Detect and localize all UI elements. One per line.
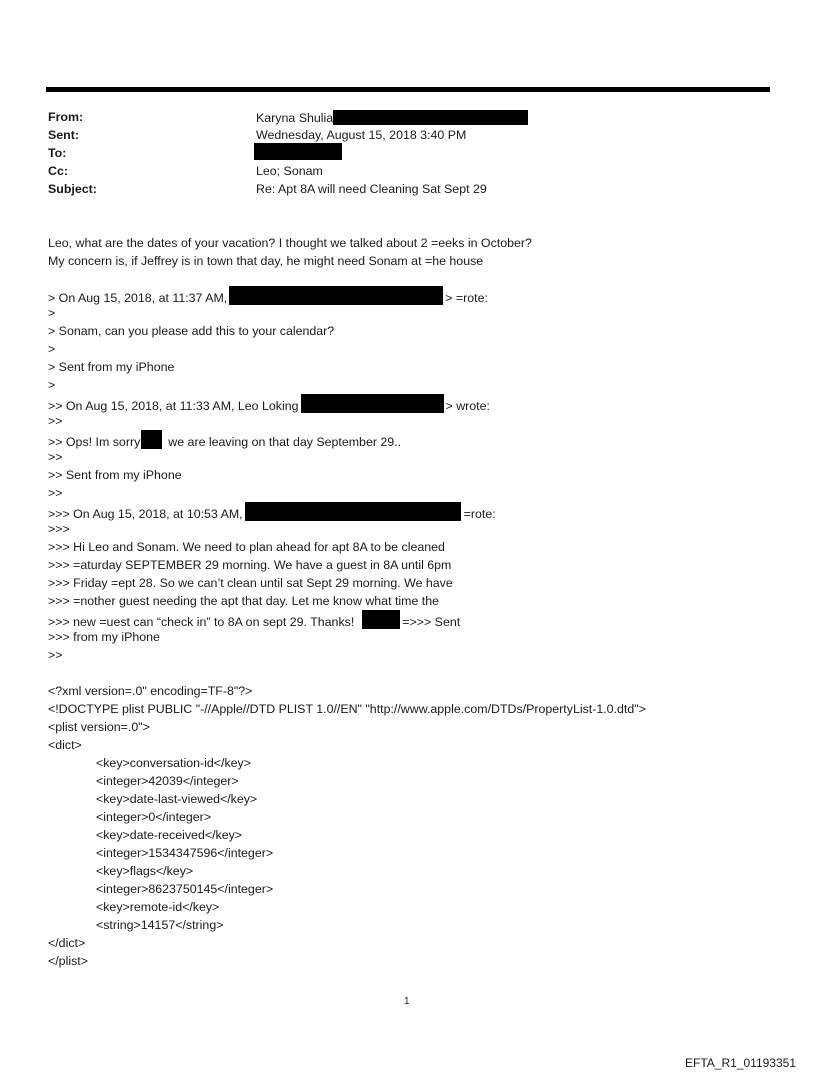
quote-line: >: [48, 342, 56, 356]
quote-line: >>>: [48, 522, 70, 536]
quote-text: > wrote:: [445, 399, 490, 413]
quote-line: >>> from my iPhone: [48, 630, 160, 644]
cc-label: Cc:: [48, 164, 68, 178]
redaction-bar: [362, 610, 400, 629]
quote-text: >>> new =uest can “check in” to 8A on sept 29. Thanks!: [48, 615, 355, 629]
body-line: Leo, what are the dates of your vacation? I thought we talked about 2 =eeks in October?: [48, 236, 532, 250]
document-id: EFTA_R1_01193351: [685, 1056, 796, 1070]
redaction-bar: [301, 394, 444, 413]
plist-line: </plist>: [48, 954, 88, 968]
cc-value: Leo; Sonam: [256, 164, 323, 178]
quote-line: >>: [48, 648, 63, 662]
quote-line: >>: [48, 486, 63, 500]
plist-line: <integer>42039</integer>: [96, 774, 239, 788]
plist-line: <dict>: [48, 738, 82, 752]
quote-line: >: [48, 306, 56, 320]
quote-text: > =rote:: [445, 291, 488, 305]
redaction-bar: [229, 286, 443, 305]
quote-line: [48, 394, 490, 415]
body-line: My concern is, if Jeffrey is in town that day, he might need Sonam at =he house: [48, 254, 484, 268]
quote-line: > Sonam, can you please add this to your calendar?: [48, 324, 335, 338]
quote-text: =>>> Sent: [402, 615, 461, 629]
to-redaction-bar: [254, 143, 342, 160]
plist-line: </dict>: [48, 936, 86, 950]
quote-line: >>> Friday =ept 28. So we can’t clean until sat Sept 29 morning. We have: [48, 576, 453, 590]
plist-line: <integer>8623750145</integer>: [96, 882, 274, 896]
quote-line: >>: [48, 414, 63, 428]
subject-value: Re: Apt 8A will need Cleaning Sat Sept 29: [256, 182, 487, 196]
redaction-bar: [333, 110, 528, 125]
plist-line: <key>date-last-viewed</key>: [96, 792, 258, 806]
plist-line: <key>date-received</key>: [96, 828, 243, 842]
plist-line: <integer>0</integer>: [96, 810, 212, 824]
from-value: [256, 110, 528, 125]
subject-label: Subject:: [48, 182, 97, 196]
quote-line: [48, 430, 401, 451]
redaction-bar: [245, 502, 461, 521]
plist-line: <integer>1534347596</integer>: [96, 846, 274, 860]
from-label: From:: [48, 110, 84, 124]
plist-line: <key>remote-id</key>: [96, 900, 220, 914]
plist-line: <key>flags</key>: [96, 864, 194, 878]
quote-text: > On Aug 15, 2018, at 11:37 AM,: [48, 291, 228, 305]
quote-line: > Sent from my iPhone: [48, 360, 175, 374]
sent-value: Wednesday, August 15, 2018 3:40 PM: [256, 128, 467, 142]
quote-line: >: [48, 378, 56, 392]
quote-line: [48, 502, 496, 523]
quote-text: >> Ops! Im sorry: [48, 435, 141, 449]
from-name: Karyna Shulia: [256, 111, 334, 125]
quote-text: >> On Aug 15, 2018, at 11:33 AM, Leo Loking: [48, 399, 299, 413]
quote-line: >> Sent from my iPhone: [48, 468, 182, 482]
redaction-bar: [141, 430, 162, 449]
quote-text: >>> On Aug 15, 2018, at 10:53 AM,: [48, 507, 243, 521]
header-rule: [46, 87, 770, 92]
quote-text: =rote:: [463, 507, 496, 521]
sent-label: Sent:: [48, 128, 79, 142]
quote-line: [48, 286, 488, 307]
quote-line: >>> =nother guest needing the apt that day. Let me know what time the: [48, 594, 440, 608]
plist-line: <?xml version=.0" encoding=TF-8"?>: [48, 684, 253, 698]
plist-line: <string>14157</string>: [96, 918, 224, 932]
quote-line: >>> =aturday SEPTEMBER 29 morning. We have a guest in 8A until 6pm: [48, 558, 452, 572]
page-number: 1: [404, 996, 410, 1007]
plist-line: <plist version=.0">: [48, 720, 150, 734]
quote-text: we are leaving on that day September 29..: [168, 435, 402, 449]
plist-line: <!DOCTYPE plist PUBLIC "-//Apple//DTD PLIST 1.0//EN" "http://www.apple.com/DTDs/PropertyList-1.0.dtd">: [48, 702, 646, 716]
to-label: To:: [48, 146, 67, 160]
quote-line: >>> Hi Leo and Sonam. We need to plan ahead for apt 8A to be cleaned: [48, 540, 445, 554]
plist-line: <key>conversation-id</key>: [96, 756, 251, 770]
quote-line: >>: [48, 450, 63, 464]
